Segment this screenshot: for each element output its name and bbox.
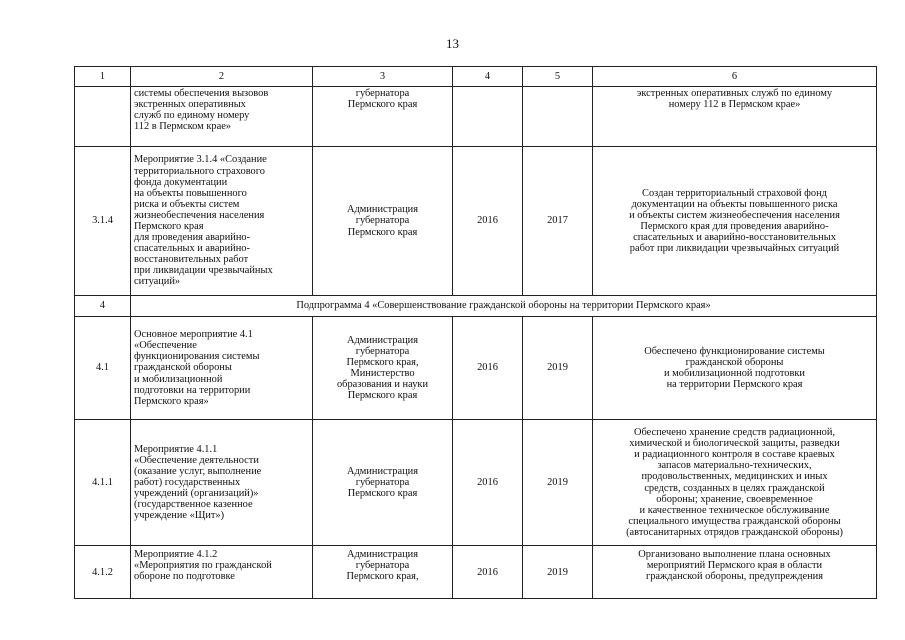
activity-name-cell: Мероприятие 4.1.2 «Мероприятия по гражданской обороне по подготовке (131, 546, 313, 599)
table-header-row (75, 67, 877, 87)
executor-cell: Администрация губернатора Пермского края, (313, 546, 453, 599)
activity-name-cell: Мероприятие 3.1.4 «Создание территориального страхового фонда документации на объекты повышенного риска и объекты систем жизнеобеспечения населения Пермского края для проведения аварийно- спасательных и аварийно- восстановительных работ при ликвидации чрезвычайных ситуаций» (131, 147, 313, 296)
start-year-cell: 2016 (453, 147, 523, 296)
end-year-cell (523, 87, 593, 147)
result-cell: Обеспечено хранение средств радиационной, химической и биологической защиты, разведки и радиационного контроля в составе краевых запасов материально-технических, продовольственных, медицинских и иных средств, созданных в целях гражданской обороны; хранение, своевременное и качественное техническое обслуживание специального имущества гражданской обороны (автосанитарных отрядов гражданской обороны) (593, 420, 877, 546)
row-number-cell: 3.1.4 (75, 147, 131, 296)
table-row (75, 317, 877, 420)
executor-cell: губернатора Пермского края (313, 87, 453, 147)
subprogram-row (75, 296, 877, 317)
row-number-cell: 4 (75, 296, 131, 317)
column-header: 3 (313, 67, 453, 87)
row-number-cell: 4.1.2 (75, 546, 131, 599)
start-year-cell: 2016 (453, 420, 523, 546)
start-year-cell: 2016 (453, 546, 523, 599)
column-header: 1 (75, 67, 131, 87)
table-row (75, 87, 877, 147)
page-number: 13 (446, 36, 459, 51)
activity-name-cell: системы обеспечения вызовов экстренных оперативных служб по единому номеру 112 в Пермском крае» (131, 87, 313, 147)
start-year-cell (453, 87, 523, 147)
executor-cell: Администрация губернатора Пермского края, Министерство образования и науки Пермского края (313, 317, 453, 420)
end-year-cell: 2019 (523, 317, 593, 420)
column-header: 6 (593, 67, 877, 87)
executor-cell: Администрация губернатора Пермского края (313, 420, 453, 546)
activity-name-cell: Мероприятие 4.1.1 «Обеспечение деятельности (оказание услуг, выполнение работ) государственных учреждений (организаций)» (государственное казенное учреждение «Щит») (131, 420, 313, 546)
subprogram-title-cell: Подпрограмма 4 «Совершенствование гражданской обороны на территории Пермского края» (131, 296, 877, 317)
row-number-cell: 4.1.1 (75, 420, 131, 546)
start-year-cell: 2016 (453, 317, 523, 420)
end-year-cell: 2019 (523, 420, 593, 546)
result-cell: экстренных оперативных служб по единому номеру 112 в Пермском крае» (593, 87, 877, 147)
column-header: 2 (131, 67, 313, 87)
result-cell: Организовано выполнение плана основных мероприятий Пермского края в области гражданской обороны, предупреждения (593, 546, 877, 599)
row-number-cell (75, 87, 131, 147)
table-row (75, 546, 877, 599)
end-year-cell: 2019 (523, 546, 593, 599)
program-table (74, 66, 877, 599)
row-number-cell: 4.1 (75, 317, 131, 420)
result-cell: Обеспечено функционирование системы гражданской обороны и мобилизационной подготовки на территории Пермского края (593, 317, 877, 420)
end-year-cell: 2017 (523, 147, 593, 296)
result-cell: Создан территориальный страховой фонд документации на объекты повышенного риска и объекты систем жизнеобеспечения населения Пермского края для проведения аварийно- спасательных и аварийно-восстановительных работ при ликвидации чрезвычайных ситуаций (593, 147, 877, 296)
column-header: 4 (453, 67, 523, 87)
table-row (75, 147, 877, 296)
column-header: 5 (523, 67, 593, 87)
table-row (75, 420, 877, 546)
activity-name-cell: Основное мероприятие 4.1 «Обеспечение функционирования системы гражданской обороны и мобилизационной подготовки на территории Пермского края» (131, 317, 313, 420)
executor-cell: Администрация губернатора Пермского края (313, 147, 453, 296)
